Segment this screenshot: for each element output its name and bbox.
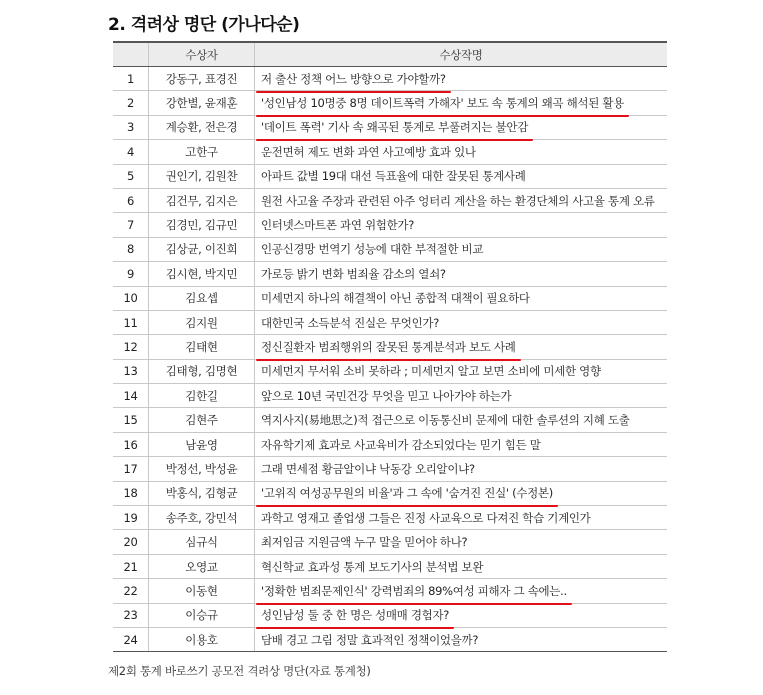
work-title-cell	[255, 359, 668, 383]
header-number	[113, 42, 149, 67]
work-title-cell	[255, 603, 668, 627]
work-title: 운전면허 제도 변화 과연 사고예방 효과 있나	[261, 144, 476, 159]
table-row	[113, 384, 667, 408]
awardee-names: 김요셉	[149, 286, 255, 310]
work-title-cell	[255, 188, 668, 212]
work-title: 아파트 값별 19대 대선 득표율에 대한 잘못된 통계사례	[261, 169, 526, 184]
row-number: 7	[113, 213, 149, 237]
work-title-highlighted: 정신질환자 범죄행위의 잘못된 통계분석과 보도 사례	[261, 339, 516, 354]
work-title-cell	[255, 432, 668, 456]
awardee-names: 박정선, 박성윤	[149, 457, 255, 481]
awardee-names: 계승환, 전은경	[149, 115, 255, 139]
table-row	[113, 530, 667, 554]
awardee-names: 김경민, 김규민	[149, 213, 255, 237]
awardee-names: 이승규	[149, 603, 255, 627]
work-title-highlighted: '성인남성 10명중 8명 데이트폭력 가해자' 보도 속 통계의 왜곡 해석된 활용	[261, 96, 624, 111]
awardee-names: 김건무, 김지은	[149, 188, 255, 212]
work-title-cell	[255, 310, 668, 334]
awardee-names: 이용호	[149, 627, 255, 651]
row-number: 24	[113, 627, 149, 651]
work-title: 자유학기제 효과로 사교육비가 감소되었다는 믿기 힘든 말	[261, 437, 541, 452]
awardee-names: 김지원	[149, 310, 255, 334]
row-number: 10	[113, 286, 149, 310]
work-title-cell	[255, 67, 668, 91]
table-row	[113, 359, 667, 383]
work-title-cell	[255, 91, 668, 115]
awardee-names: 김태현	[149, 335, 255, 359]
work-title: 담배 경고 그림 정말 효과적인 정책이었을까?	[261, 632, 479, 647]
awardee-names: 박홍식, 김형균	[149, 481, 255, 505]
work-title-cell	[255, 262, 668, 286]
row-number: 20	[113, 530, 149, 554]
work-title-cell	[255, 579, 668, 603]
row-number: 21	[113, 554, 149, 578]
table-row	[113, 140, 667, 164]
table-row	[113, 335, 667, 359]
work-title: 혁신학교 효과성 통계 보도기사의 분석법 보완	[261, 559, 484, 574]
work-title: 대한민국 소득분석 진실은 무엇인가?	[261, 315, 440, 330]
table-row	[113, 115, 667, 139]
awardee-names: 김상균, 이진희	[149, 237, 255, 261]
table-row	[113, 164, 667, 188]
table-row	[113, 579, 667, 603]
row-number: 18	[113, 481, 149, 505]
row-number: 5	[113, 164, 149, 188]
row-number: 23	[113, 603, 149, 627]
work-title-cell	[255, 530, 668, 554]
awardee-names: 오영교	[149, 554, 255, 578]
row-number: 4	[113, 140, 149, 164]
work-title-cell	[255, 506, 668, 530]
work-title-cell	[255, 213, 668, 237]
work-title-cell	[255, 164, 668, 188]
work-title-highlighted: '데이트 폭력' 기사 속 왜곡된 통계로 부풀려지는 불안감	[261, 120, 529, 135]
table-row	[113, 237, 667, 261]
awardee-names: 강한별, 윤재훈	[149, 91, 255, 115]
table-row	[113, 262, 667, 286]
work-title-cell	[255, 457, 668, 481]
table-header-row	[113, 42, 667, 67]
work-title-cell	[255, 408, 668, 432]
awards-table	[113, 41, 667, 652]
table-row	[113, 213, 667, 237]
row-number: 1	[113, 67, 149, 91]
work-title-cell	[255, 554, 668, 578]
awardee-names: 김시현, 박지민	[149, 262, 255, 286]
awardee-names: 김한길	[149, 384, 255, 408]
work-title: 미세먼지 무서워 소비 못하라 ; 미세먼지 알고 보면 소비에 미세한 영향	[261, 364, 601, 379]
work-title: 앞으로 10년 국민건강 무엇을 믿고 나아가야 하는가	[261, 388, 512, 403]
row-number: 19	[113, 506, 149, 530]
table-row	[113, 603, 667, 627]
table-row	[113, 432, 667, 456]
awardee-names: 강동구, 표경진	[149, 67, 255, 91]
table-row	[113, 554, 667, 578]
work-title: 그래 면세점 황금알이냐 낙동강 오리알이냐?	[261, 461, 475, 476]
table-row	[113, 286, 667, 310]
work-title: 인터넷스마트폰 과연 위험한가?	[261, 218, 415, 233]
work-title-cell	[255, 384, 668, 408]
row-number: 2	[113, 91, 149, 115]
work-title-cell	[255, 140, 668, 164]
table-row	[113, 91, 667, 115]
section-title: 2. 격려상 명단 (가나다순)	[108, 15, 300, 35]
work-title: 역지사지(易地思之)적 접근으로 이동통신비 문제에 대한 솔루션의 지혜 도출	[261, 413, 630, 428]
work-title-cell	[255, 115, 668, 139]
table-row	[113, 408, 667, 432]
work-title-cell	[255, 481, 668, 505]
figure-caption: 제2회 통계 바로쓰기 공모전 격려상 명단(자료 통계청)	[108, 664, 371, 678]
row-number: 3	[113, 115, 149, 139]
header-awardee: 수상자	[149, 42, 255, 67]
table-row	[113, 481, 667, 505]
awardee-names: 김태형, 김명현	[149, 359, 255, 383]
row-number: 6	[113, 188, 149, 212]
awardee-names: 권인기, 김원찬	[149, 164, 255, 188]
row-number: 16	[113, 432, 149, 456]
table-row	[113, 506, 667, 530]
row-number: 8	[113, 237, 149, 261]
awardee-names: 김현주	[149, 408, 255, 432]
row-number: 14	[113, 384, 149, 408]
awardee-names: 송주호, 강민석	[149, 506, 255, 530]
work-title-cell	[255, 627, 668, 651]
work-title-highlighted: '고위직 여성공무원의 비율'과 그 속에 '숨겨진 진실' (수정본)	[261, 486, 553, 501]
row-number: 9	[113, 262, 149, 286]
work-title-cell	[255, 237, 668, 261]
row-number: 13	[113, 359, 149, 383]
work-title: 최저임금 지원금액 누구 말을 믿어야 하나?	[261, 535, 468, 550]
work-title: 원전 사고율 주장과 관련된 아주 엉터리 계산을 하는 환경단체의 사고율 통계 오류	[261, 193, 655, 208]
work-title-highlighted: 성인남성 둘 중 한 명은 성매매 경험자?	[261, 608, 450, 623]
work-title: 인공신경망 번역기 성능에 대한 부적절한 비교	[261, 242, 484, 257]
work-title-cell	[255, 286, 668, 310]
row-number: 12	[113, 335, 149, 359]
awardee-names: 이동현	[149, 579, 255, 603]
work-title-highlighted: '정확한 범죄문제인식' 강력범죄의 89%여성 피해자 그 속에는..	[261, 583, 567, 598]
work-title: 과학고 영재고 졸업생 그들은 진정 사교육으로 다져진 학습 기계인가	[261, 510, 591, 525]
header-work-title: 수상작명	[255, 42, 668, 67]
table-row	[113, 627, 667, 651]
row-number: 11	[113, 310, 149, 334]
awardee-names: 고한구	[149, 140, 255, 164]
work-title-cell	[255, 335, 668, 359]
awardee-names: 심규식	[149, 530, 255, 554]
table-row	[113, 188, 667, 212]
row-number: 15	[113, 408, 149, 432]
work-title: 미세먼지 하나의 해결책이 아닌 종합적 대책이 필요하다	[261, 291, 530, 306]
awardee-names: 남윤영	[149, 432, 255, 456]
work-title: 가로등 밝기 변화 범죄율 감소의 열쇠?	[261, 266, 446, 281]
work-title-highlighted: 저 출산 정책 어느 방향으로 가야할까?	[261, 71, 446, 86]
row-number: 22	[113, 579, 149, 603]
row-number: 17	[113, 457, 149, 481]
table-row	[113, 67, 667, 91]
table-row	[113, 310, 667, 334]
table-row	[113, 457, 667, 481]
